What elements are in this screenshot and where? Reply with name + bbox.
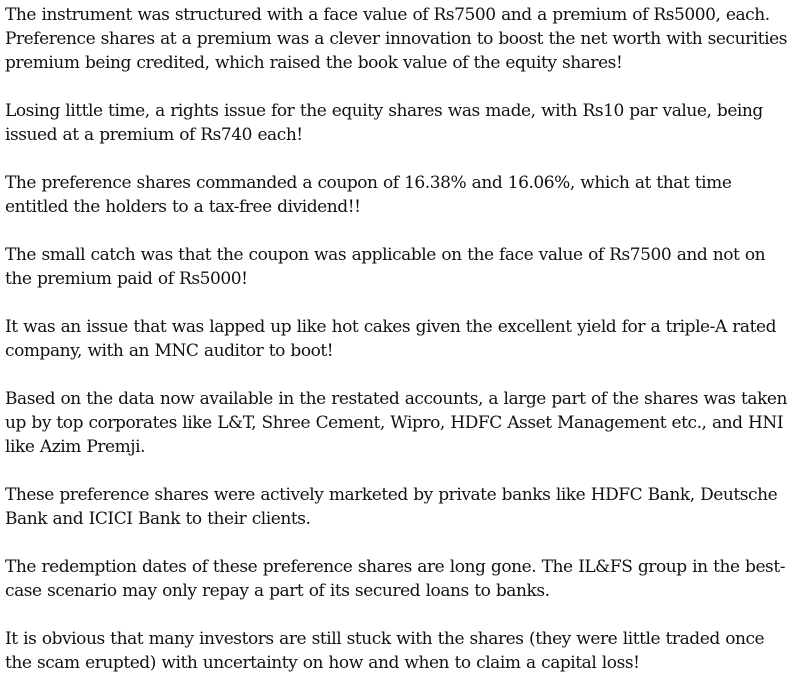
paragraph-marketing: These preference shares were actively marketed by private banks like HDFC Bank, Deutsche Bank and ICICI Bank to their clients.	[5, 485, 778, 529]
article-body	[5, 3, 789, 675]
paragraph-catch: The small catch was that the coupon was applicable on the face value of Rs7500 and not on the premium paid of Rs5000!	[5, 245, 766, 289]
paragraph-redemption: The redemption dates of these preference shares are long gone. The IL&FS group in the best-case scenario may only repay a part of its secured loans to banks.	[5, 557, 786, 601]
paragraph-subscribers: Based on the data now available in the restated accounts, a large part of the shares was taken up by top corporates like L&T, Shree Cement, Wipro, HDFC Asset Management etc., and HNI like Azim Premji.	[5, 389, 788, 457]
paragraph-rights-issue: Losing little time, a rights issue for the equity shares was made, with Rs10 par value, being issued at a premium of Rs740 each!	[5, 101, 763, 145]
paragraph-structure: The instrument was structured with a face value of Rs7500 and a premium of Rs5000, each. Preference shares at a premium was a clever innovation to boost the net worth with securities premium being credited, which raised the book value of the equity shares!	[5, 5, 788, 73]
paragraph-coupon: The preference shares commanded a coupon of 16.38% and 16.06%, which at that time entitled the holders to a tax-free dividend!!	[5, 173, 732, 217]
paragraph-investors: It is obvious that many investors are still stuck with the shares (they were little traded once the scam erupted) with uncertainty on how and when to claim a capital loss!	[5, 629, 765, 673]
paragraph-demand: It was an issue that was lapped up like hot cakes given the excellent yield for a triple-A rated company, with an MNC auditor to boot!	[5, 317, 777, 361]
